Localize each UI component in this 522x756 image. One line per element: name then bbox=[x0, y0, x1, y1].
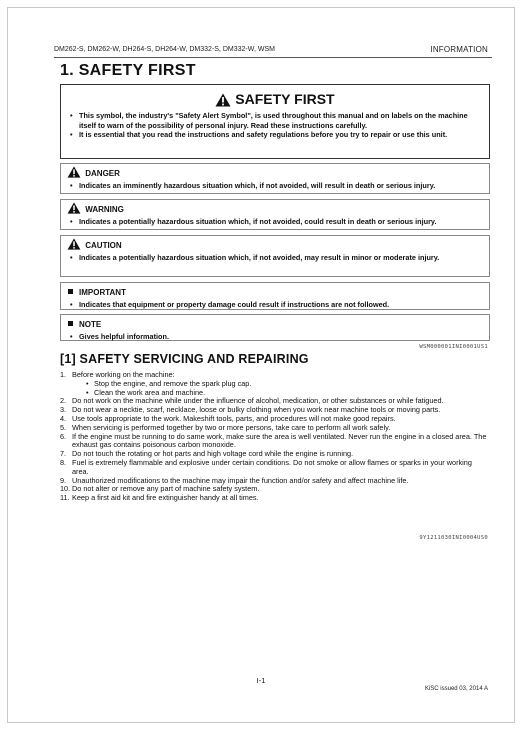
page-title: 1. SAFETY FIRST bbox=[60, 62, 196, 79]
issue-info: KiSC issued 03, 2014 A bbox=[424, 686, 488, 692]
list-item: 8. Fuel is extremely flammable and explosive under certain conditions. Do not smoke or allow flames or sparks in your working area. bbox=[60, 457, 472, 476]
danger-box bbox=[60, 163, 490, 194]
important-square-icon bbox=[68, 289, 73, 294]
warning-alert-icon bbox=[67, 202, 81, 214]
safety-box-heading bbox=[61, 90, 489, 108]
safety-bullet: • It is essential that you read the instructions and safety regulations before you try to repair or use this unit. bbox=[69, 130, 483, 140]
list-item: 9. Unauthorized modifications to the machine may impair the function and/or safety and affect machine life. bbox=[60, 475, 409, 485]
danger-label: DANGER bbox=[85, 169, 120, 179]
list-item: 11. Keep a first aid kit and fire extinguisher handy at all times. bbox=[60, 493, 259, 503]
list-item: 2. Do not work on the machine while under the influence of alcohol, medication, or other substances or while fatigued. bbox=[60, 396, 444, 406]
danger-alert-icon bbox=[67, 166, 81, 178]
list-item: 5. When servicing is performed together by two or more persons, take care to perform all work safely. bbox=[60, 422, 391, 432]
section-title: [1] SAFETY SERVICING AND REPAIRING bbox=[60, 352, 309, 366]
note-text: • Gives helpful information. bbox=[69, 332, 483, 342]
warning-label: WARNING bbox=[85, 205, 124, 215]
caution-box bbox=[60, 235, 490, 277]
safety-alert-icon bbox=[215, 93, 231, 107]
list-item: 10. Do not alter or remove any part of machine safety system. bbox=[60, 484, 260, 494]
header-section: INFORMATION bbox=[430, 45, 488, 54]
list-item: 3. Do not wear a necktie, scarf, necklace, loose or bulky clothing when you work near machine tools or moving parts. bbox=[60, 405, 441, 415]
safety-steps-list bbox=[60, 371, 490, 503]
caution-alert-icon bbox=[67, 238, 81, 250]
caution-label: CAUTION bbox=[85, 241, 122, 251]
reference-code-1: WSM000001INI0001US1 bbox=[419, 344, 488, 350]
sub-list-item: • Stop the engine, and remove the spark plug cap. bbox=[86, 380, 490, 389]
list-item: 6. If the engine must be running to do same work, make sure the area is well ventilated. Never run the engine in a closed area. The exhaust gas contains poisonous carbon monoxide. bbox=[60, 431, 487, 450]
important-box bbox=[60, 282, 490, 310]
important-text: • Indicates that equipment or property damage could result if instructions are not followed. bbox=[69, 300, 483, 310]
header-divider bbox=[54, 57, 492, 58]
header-models: DM262-S, DM262-W, DH264-S, DH264-W, DM332-S, DM332-W, WSM bbox=[54, 46, 275, 53]
page-number: I-1 bbox=[256, 676, 266, 685]
sub-list-item: • Clean the work area and machine. bbox=[86, 389, 490, 398]
list-item: 4. Use tools appropriate to the work. Makeshift tools, parts, and procedures will not make good repairs. bbox=[60, 413, 396, 423]
warning-text: • Indicates a potentially hazardous situation which, if not avoided, could result in death or serious injury. bbox=[69, 217, 483, 227]
note-label: NOTE bbox=[79, 320, 102, 329]
note-box bbox=[60, 314, 490, 341]
caution-text: • Indicates a potentially hazardous situation which, if not avoided, may result in minor or moderate injury. bbox=[69, 253, 483, 263]
danger-text: • Indicates an imminently hazardous situation which, if not avoided, will result in death or serious injury. bbox=[69, 181, 483, 191]
list-item: 7. Do not touch the rotating or hot parts and high voltage cord while the engine is running. bbox=[60, 449, 354, 459]
note-square-icon bbox=[68, 321, 73, 326]
safety-box-title: SAFETY FIRST bbox=[235, 91, 335, 107]
reference-code-2: 9Y1211030INI0004US0 bbox=[419, 535, 488, 541]
safety-first-box bbox=[60, 84, 490, 159]
safety-bullet: • This symbol, the industry's "Safety Alert Symbol", is used throughout this manual and on labels on the machine itself to warn of the possibility of personal injury. Read these instructions carefully. bbox=[69, 111, 483, 130]
important-label: IMPORTANT bbox=[79, 288, 126, 297]
list-item: 1. Before working on the machine: • Stop the engine, and remove the spark plug cap. • Clean the work area and machine. bbox=[60, 371, 490, 397]
warning-box bbox=[60, 199, 490, 230]
safety-box-bullets bbox=[69, 111, 483, 140]
